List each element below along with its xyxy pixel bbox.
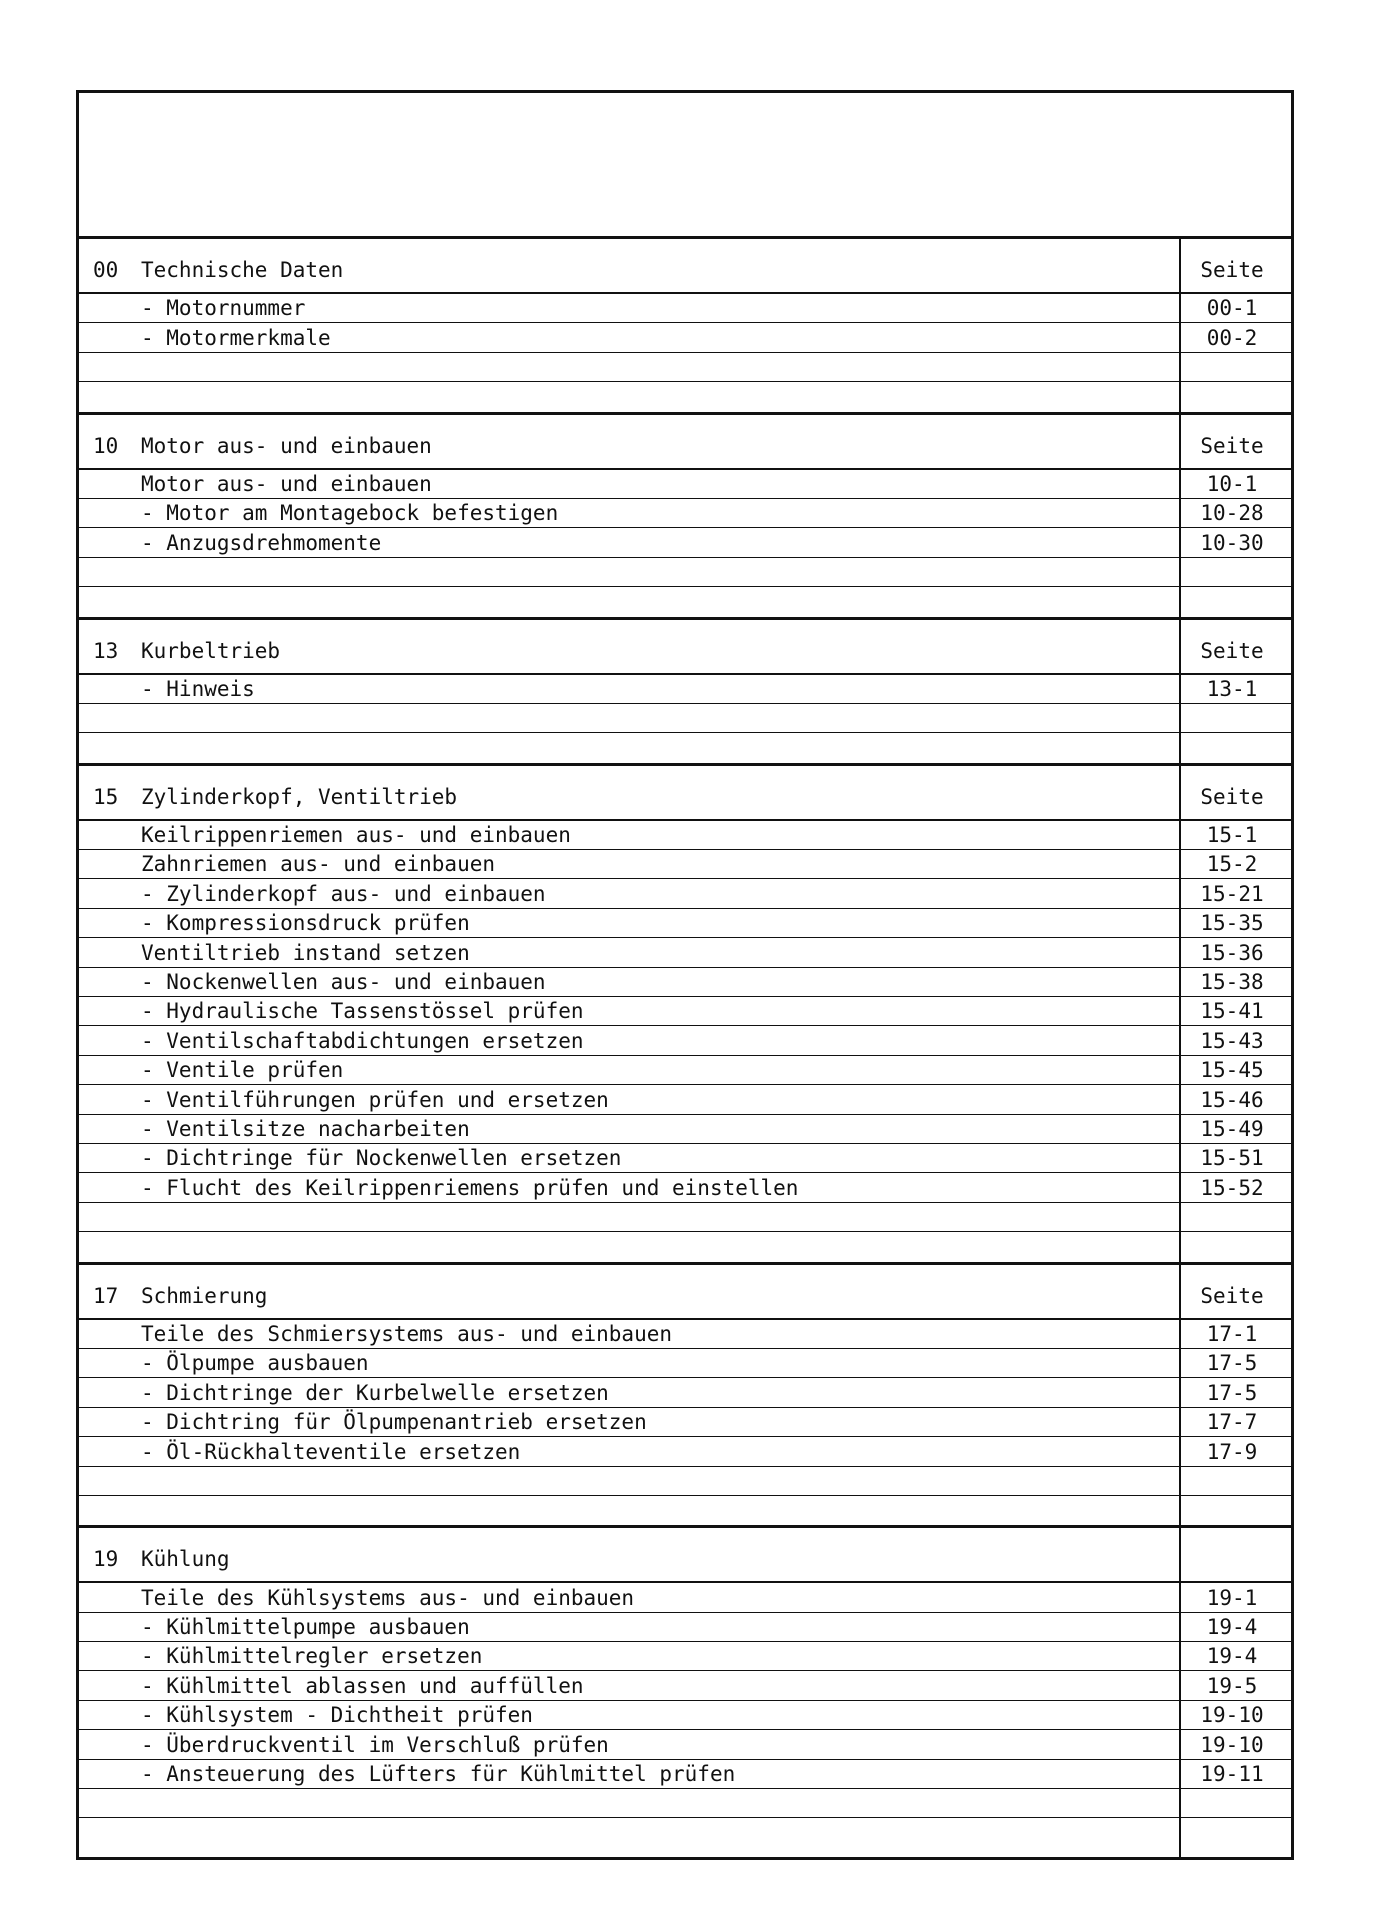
blank-row [79, 1818, 1291, 1847]
blank-row [79, 1496, 1291, 1525]
toc-entry[interactable] [79, 1115, 1291, 1144]
section-header [79, 415, 1291, 470]
entry-page: 15-36 [1200, 940, 1264, 965]
entry-text: - Dichtringe für Nockenwellen ersetzen [141, 1146, 622, 1171]
section-number: 10 [93, 433, 119, 458]
blank-row [79, 704, 1291, 733]
toc-entry[interactable] [79, 528, 1291, 557]
section [79, 766, 1291, 1265]
entry-text: - Dichtring für Ölpumpenantrieb ersetzen [141, 1410, 647, 1435]
entry-text: - Kühlmittelpumpe ausbauen [141, 1615, 470, 1640]
toc-entry[interactable] [79, 1408, 1291, 1437]
section [79, 415, 1291, 620]
entry-text: - Öl-Rückhalteventile ersetzen [141, 1439, 521, 1464]
entry-text: - Überdruckventil im Verschluß prüfen [141, 1732, 609, 1757]
section-title: Kühlung [141, 1547, 230, 1572]
entry-text: - Ventile prüfen [141, 1058, 344, 1083]
entry-text: Motor aus- und einbauen [141, 471, 432, 496]
toc-entry[interactable] [79, 1349, 1291, 1378]
section-title: Zylinderkopf, Ventiltrieb [141, 784, 458, 809]
entry-page: 19-4 [1206, 1615, 1258, 1640]
toc-entry[interactable] [79, 997, 1291, 1026]
toc-entry[interactable] [79, 821, 1291, 850]
entry-page: 15-43 [1200, 1028, 1264, 1053]
entry-page: 10-28 [1200, 501, 1264, 526]
blank-row [79, 382, 1291, 411]
toc-entry[interactable] [79, 499, 1291, 528]
entry-text: - Flucht des Keilrippenriemens prüfen und einstellen [141, 1175, 799, 1200]
section-number: 17 [93, 1283, 119, 1308]
entry-text: - Motor am Montagebock befestigen [141, 501, 559, 526]
section [79, 620, 1291, 766]
toc-entry[interactable] [79, 470, 1291, 499]
entry-page: 15-52 [1200, 1175, 1264, 1200]
entry-text: Teile des Kühlsystems aus- und einbauen [141, 1585, 635, 1610]
entry-text: - Dichtringe der Kurbelwelle ersetzen [141, 1380, 609, 1405]
blank-row [79, 353, 1291, 382]
toc-entry[interactable] [79, 1144, 1291, 1173]
entry-page: 19-10 [1200, 1732, 1264, 1757]
toc-entry[interactable] [79, 1026, 1291, 1055]
entry-text: - Ansteuerung des Lüfters für Kühlmittel prüfen [141, 1762, 736, 1787]
page-column-header [1173, 1571, 1291, 1581]
toc-entry[interactable] [79, 938, 1291, 967]
section [79, 239, 1291, 415]
blank-row [79, 1467, 1291, 1496]
entry-text: - Hydraulische Tassenstössel prüfen [141, 999, 584, 1024]
toc-entry[interactable] [79, 1701, 1291, 1730]
entry-page: 17-5 [1206, 1351, 1258, 1376]
section-header [79, 1528, 1291, 1583]
toc-entry[interactable] [79, 1056, 1291, 1085]
page-column-divider [1179, 236, 1181, 1857]
entry-text: Zahnriemen aus- und einbauen [141, 852, 496, 877]
entry-page: 19-10 [1200, 1703, 1264, 1728]
entry-page: 10-30 [1200, 530, 1264, 555]
blank-row [79, 587, 1291, 616]
entry-page: 17-5 [1206, 1380, 1258, 1405]
toc-entry[interactable] [79, 968, 1291, 997]
section-header [79, 620, 1291, 675]
entry-text: - Kühlmittelregler ersetzen [141, 1644, 483, 1669]
entry-page: 15-21 [1200, 881, 1264, 906]
toc-entry[interactable] [79, 675, 1291, 704]
entry-page: 15-45 [1200, 1058, 1264, 1083]
entry-page: 19-5 [1206, 1673, 1258, 1698]
entry-text: - Kühlsystem - Dichtheit prüfen [141, 1703, 533, 1728]
section-number: 00 [93, 258, 119, 282]
entry-text: - Ventilführungen prüfen und ersetzen [141, 1087, 609, 1112]
toc-entry[interactable] [79, 1671, 1291, 1700]
entry-text: - Kompressionsdruck prüfen [141, 911, 470, 936]
entry-page: 00-2 [1206, 325, 1258, 350]
entry-page: 17-7 [1206, 1410, 1258, 1435]
entry-page: 00-1 [1206, 296, 1258, 321]
sections-container [79, 239, 1291, 1848]
section [79, 1265, 1291, 1529]
blank-row [79, 733, 1291, 762]
section-number: 19 [93, 1547, 119, 1572]
entry-page: 15-38 [1200, 970, 1264, 995]
blank-row [79, 1232, 1291, 1261]
entry-text: - Ventilschaftabdichtungen ersetzen [141, 1028, 584, 1053]
entry-page: 17-9 [1206, 1439, 1258, 1464]
section [79, 1528, 1291, 1848]
entry-page: 19-4 [1206, 1644, 1258, 1669]
toc-entry[interactable] [79, 1583, 1291, 1612]
page-column-header: Seite [1200, 638, 1264, 663]
blank-row [79, 1789, 1291, 1818]
toc-entry[interactable] [79, 850, 1291, 879]
blank-row [79, 558, 1291, 587]
page-column-header: Seite [1200, 433, 1264, 458]
entry-text: - Zylinderkopf aus- und einbauen [141, 881, 546, 906]
page-column-header: Seite [1200, 258, 1264, 282]
entry-text: - Motornummer [141, 296, 306, 321]
section-header [79, 239, 1291, 294]
entry-text: Teile des Schmiersystems aus- und einbauen [141, 1321, 673, 1346]
toc-entry[interactable] [79, 1613, 1291, 1642]
section-header [79, 1265, 1291, 1320]
entry-text: - Ölpumpe ausbauen [141, 1351, 369, 1376]
entry-page: 15-49 [1200, 1116, 1264, 1141]
entry-page: 19-1 [1206, 1585, 1258, 1610]
entry-page: 19-11 [1200, 1762, 1264, 1787]
entry-page: 15-35 [1200, 911, 1264, 936]
entry-text: - Nockenwellen aus- und einbauen [141, 970, 546, 995]
entry-text: Keilrippenriemen aus- und einbauen [141, 823, 571, 848]
toc-entry[interactable] [79, 1173, 1291, 1202]
page-column-header: Seite [1200, 784, 1264, 809]
toc-entry[interactable] [79, 1642, 1291, 1671]
toc-entry[interactable] [79, 294, 1291, 323]
entry-text: - Anzugsdrehmomente [141, 530, 382, 555]
entry-text: - Motormerkmale [141, 325, 331, 350]
toc-entry[interactable] [79, 1085, 1291, 1114]
toc-entry[interactable] [79, 1437, 1291, 1466]
entry-page: 15-41 [1200, 999, 1264, 1024]
entry-page: 15-2 [1206, 852, 1258, 877]
entry-text: - Ventilsitze nacharbeiten [141, 1116, 470, 1141]
entry-page: 17-1 [1206, 1321, 1258, 1346]
entry-page: 15-1 [1206, 823, 1258, 848]
section-title: Motor aus- und einbauen [141, 433, 432, 458]
toc-entry[interactable] [79, 323, 1291, 352]
entry-page: 15-51 [1200, 1146, 1264, 1171]
section-number: 15 [93, 784, 119, 809]
toc-entry[interactable] [79, 909, 1291, 938]
entry-text: - Kühlmittel ablassen und auffüllen [141, 1673, 584, 1698]
toc-entry[interactable] [79, 1378, 1291, 1407]
entry-page: 15-46 [1200, 1087, 1264, 1112]
section-title: Technische Daten [141, 258, 344, 282]
section-title: Kurbeltrieb [141, 638, 281, 663]
toc-entry[interactable] [79, 879, 1291, 908]
section-header [79, 766, 1291, 821]
entry-text: Ventiltrieb instand setzen [141, 940, 470, 965]
table-of-contents [76, 90, 1294, 1860]
page-column-header: Seite [1200, 1283, 1264, 1308]
header-blank-area [79, 93, 1291, 239]
toc-entry[interactable] [79, 1760, 1291, 1789]
section-number: 13 [93, 638, 119, 663]
blank-row [79, 1203, 1291, 1232]
section-title: Schmierung [141, 1283, 268, 1308]
toc-entry[interactable] [79, 1320, 1291, 1349]
entry-text: - Hinweis [141, 676, 255, 701]
toc-entry[interactable] [79, 1730, 1291, 1759]
entry-page: 10-1 [1206, 471, 1258, 496]
entry-page: 13-1 [1206, 676, 1258, 701]
